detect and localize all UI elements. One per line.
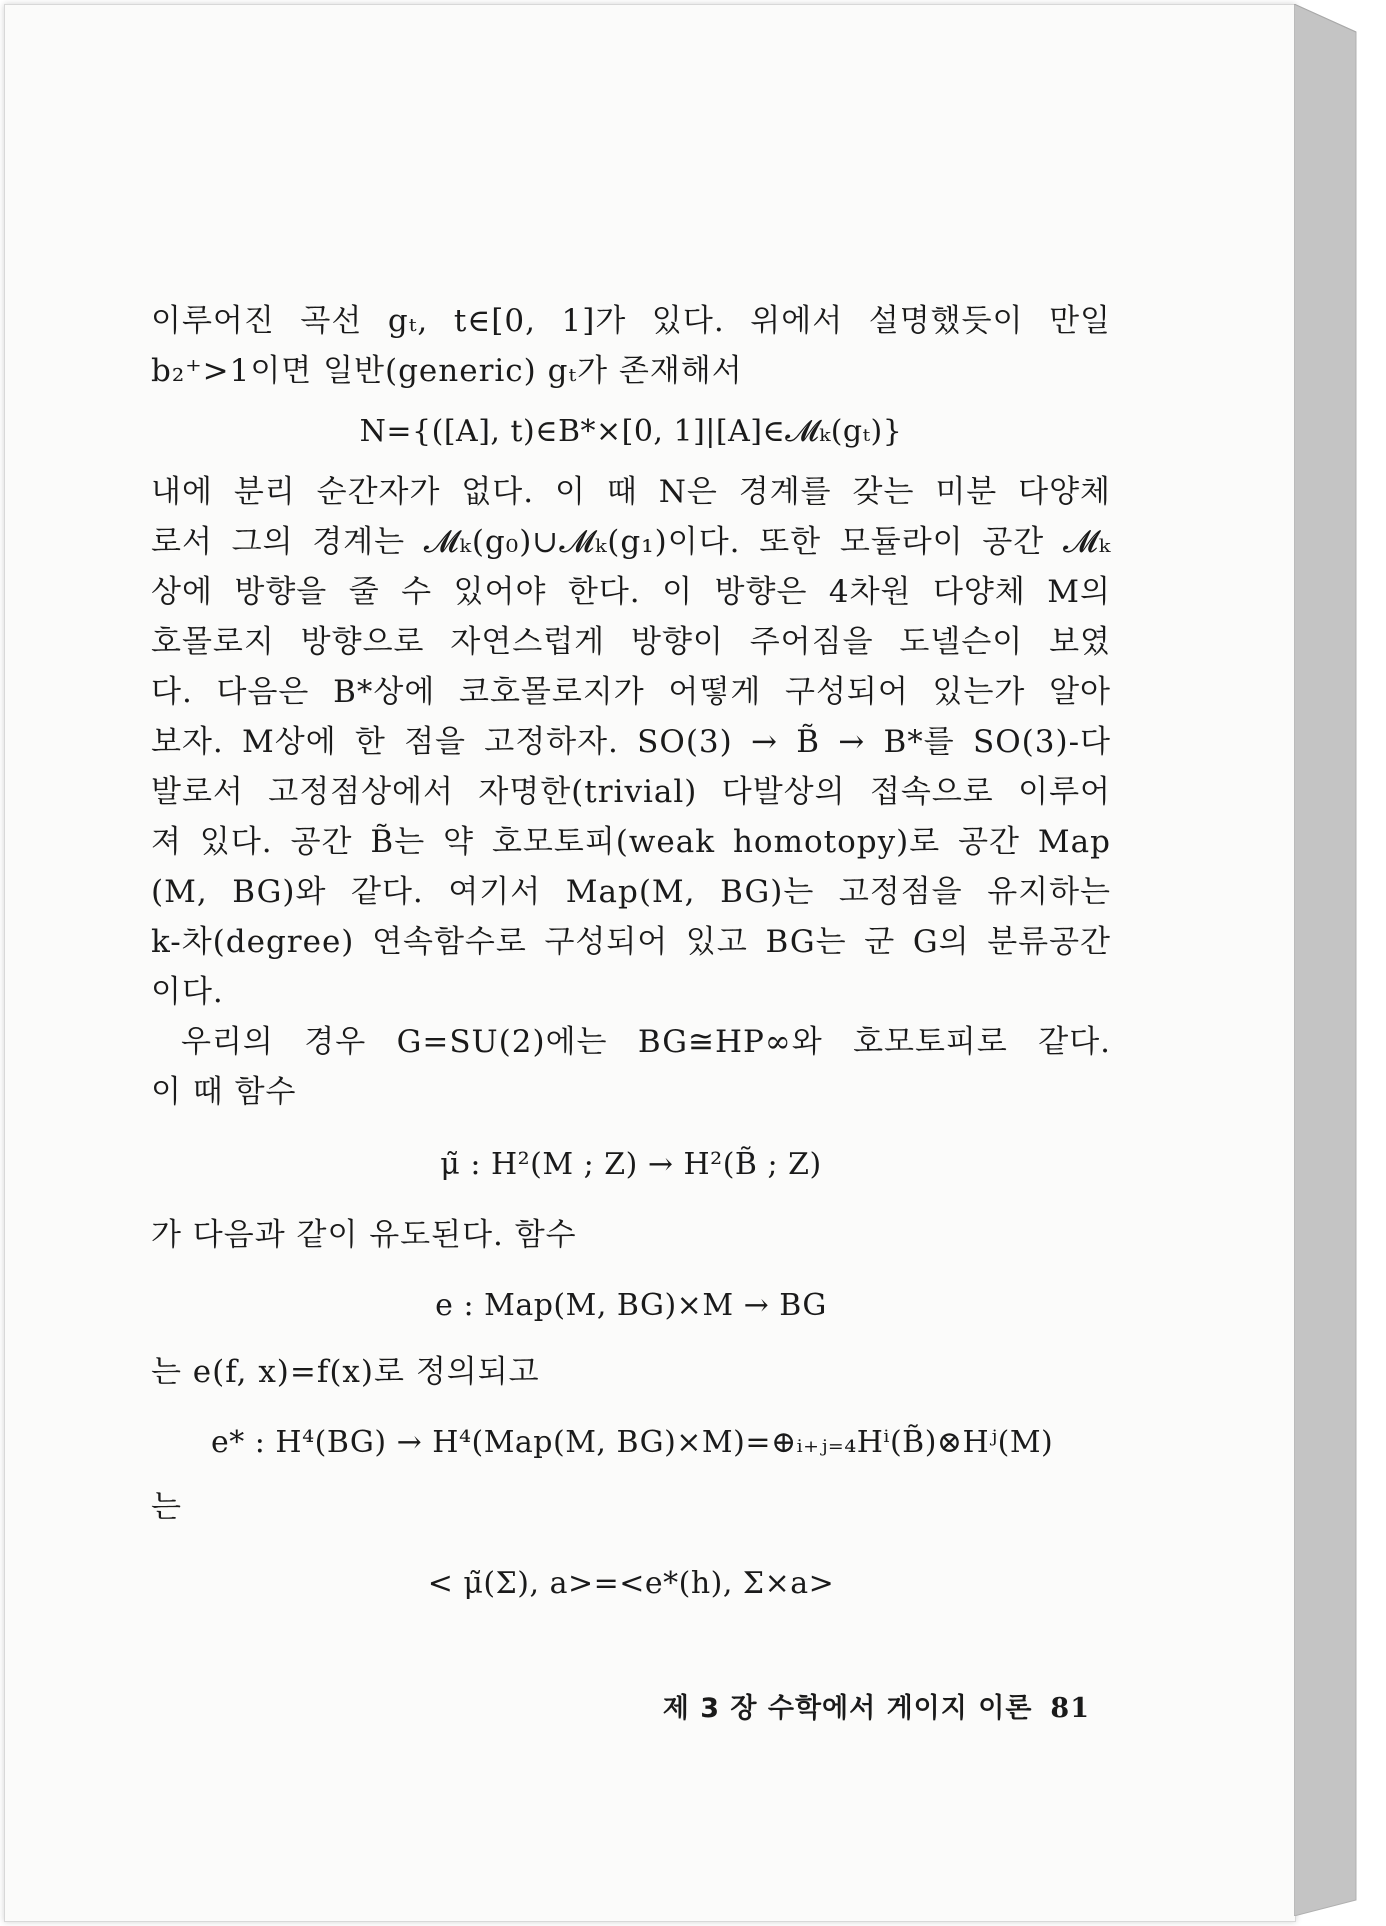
page-stack-edge — [1294, 4, 1370, 1916]
equation-pullback: e* : H⁴(BG) → H⁴(Map(M, BG)×M)=⊕ᵢ₊ⱼ₌₄Hⁱ(B̃)⊗Hʲ(M) — [211, 1425, 1054, 1460]
text-line: 이다. — [151, 974, 224, 1010]
text-line: 져 있다. 공간 B̃는 약 호모토피(weak homotopy)로 공간 Map — [151, 824, 1111, 860]
text-line: 로서 그의 경계는 𝓜ₖ(g₀)∪𝓜ₖ(g₁)이다. 또한 모듈라이 공간 𝓜ₖ — [151, 524, 1111, 560]
equation-mu-map: μ̃ : H²(M ; Z) → H²(B̃ ; Z) — [440, 1147, 822, 1182]
text-line: 가 다음과 같이 유도된다. 함수 — [151, 1217, 577, 1253]
text-line: 상에 방향을 줄 수 있어야 한다. 이 방향은 4차원 다양체 M의 — [151, 574, 1111, 610]
page-body — [151, 296, 1111, 1601]
equation-moduli-cobordism: N={([A], t)∈B*×[0, 1]|[A]∈𝓜ₖ(gₜ)} — [359, 414, 903, 449]
text-line: 는 — [151, 1489, 182, 1525]
text-line: 다. 다음은 B*상에 코호몰로지가 어떻게 구성되어 있는가 알아 — [151, 674, 1111, 710]
text-line: 호몰로지 방향으로 자연스럽게 방향이 주어짐을 도넬슨이 보였 — [151, 624, 1111, 660]
text-line: 이루어진 곡선 gₜ, t∈[0, 1]가 있다. 위에서 설명했듯이 만일 — [151, 303, 1111, 339]
text-line: (M, BG)와 같다. 여기서 Map(M, BG)는 고정점을 유지하는 — [151, 874, 1111, 910]
running-footer — [660, 1686, 1090, 1725]
text-line: b₂⁺>1이면 일반(generic) gₜ가 존재해서 — [151, 353, 743, 389]
equation-evaluation-map: e : Map(M, BG)×M → BG — [435, 1288, 827, 1323]
text-line: 는 e(f, x)=f(x)로 정의되고 — [151, 1354, 540, 1390]
page-number: 81 — [1050, 1693, 1090, 1724]
chapter-title: 제 3 장 수학에서 게이지 이론 — [662, 1693, 1033, 1724]
text-line: 보자. M상에 한 점을 고정하자. SO(3) → B̃ → B*를 SO(3)-다 — [151, 724, 1111, 760]
text-line: 발로서 고정점상에서 자명한(trivial) 다발상의 접속으로 이루어 — [151, 774, 1111, 810]
text-line: 내에 분리 순간자가 없다. 이 때 N은 경계를 갖는 미분 다양체 — [151, 474, 1111, 510]
equation-pairing: < μ̃(Σ), a>=<e*(h), Σ×a> — [427, 1566, 835, 1601]
paragraph-start: 우리의 경우 G=SU(2)에는 BG≅HP∞와 호모토피로 같다. — [181, 1024, 1111, 1060]
text-line: k-차(degree) 연속함수로 구성되어 있고 BG는 군 G의 분류공간 — [151, 924, 1111, 960]
text-line: 이 때 함수 — [151, 1074, 297, 1110]
